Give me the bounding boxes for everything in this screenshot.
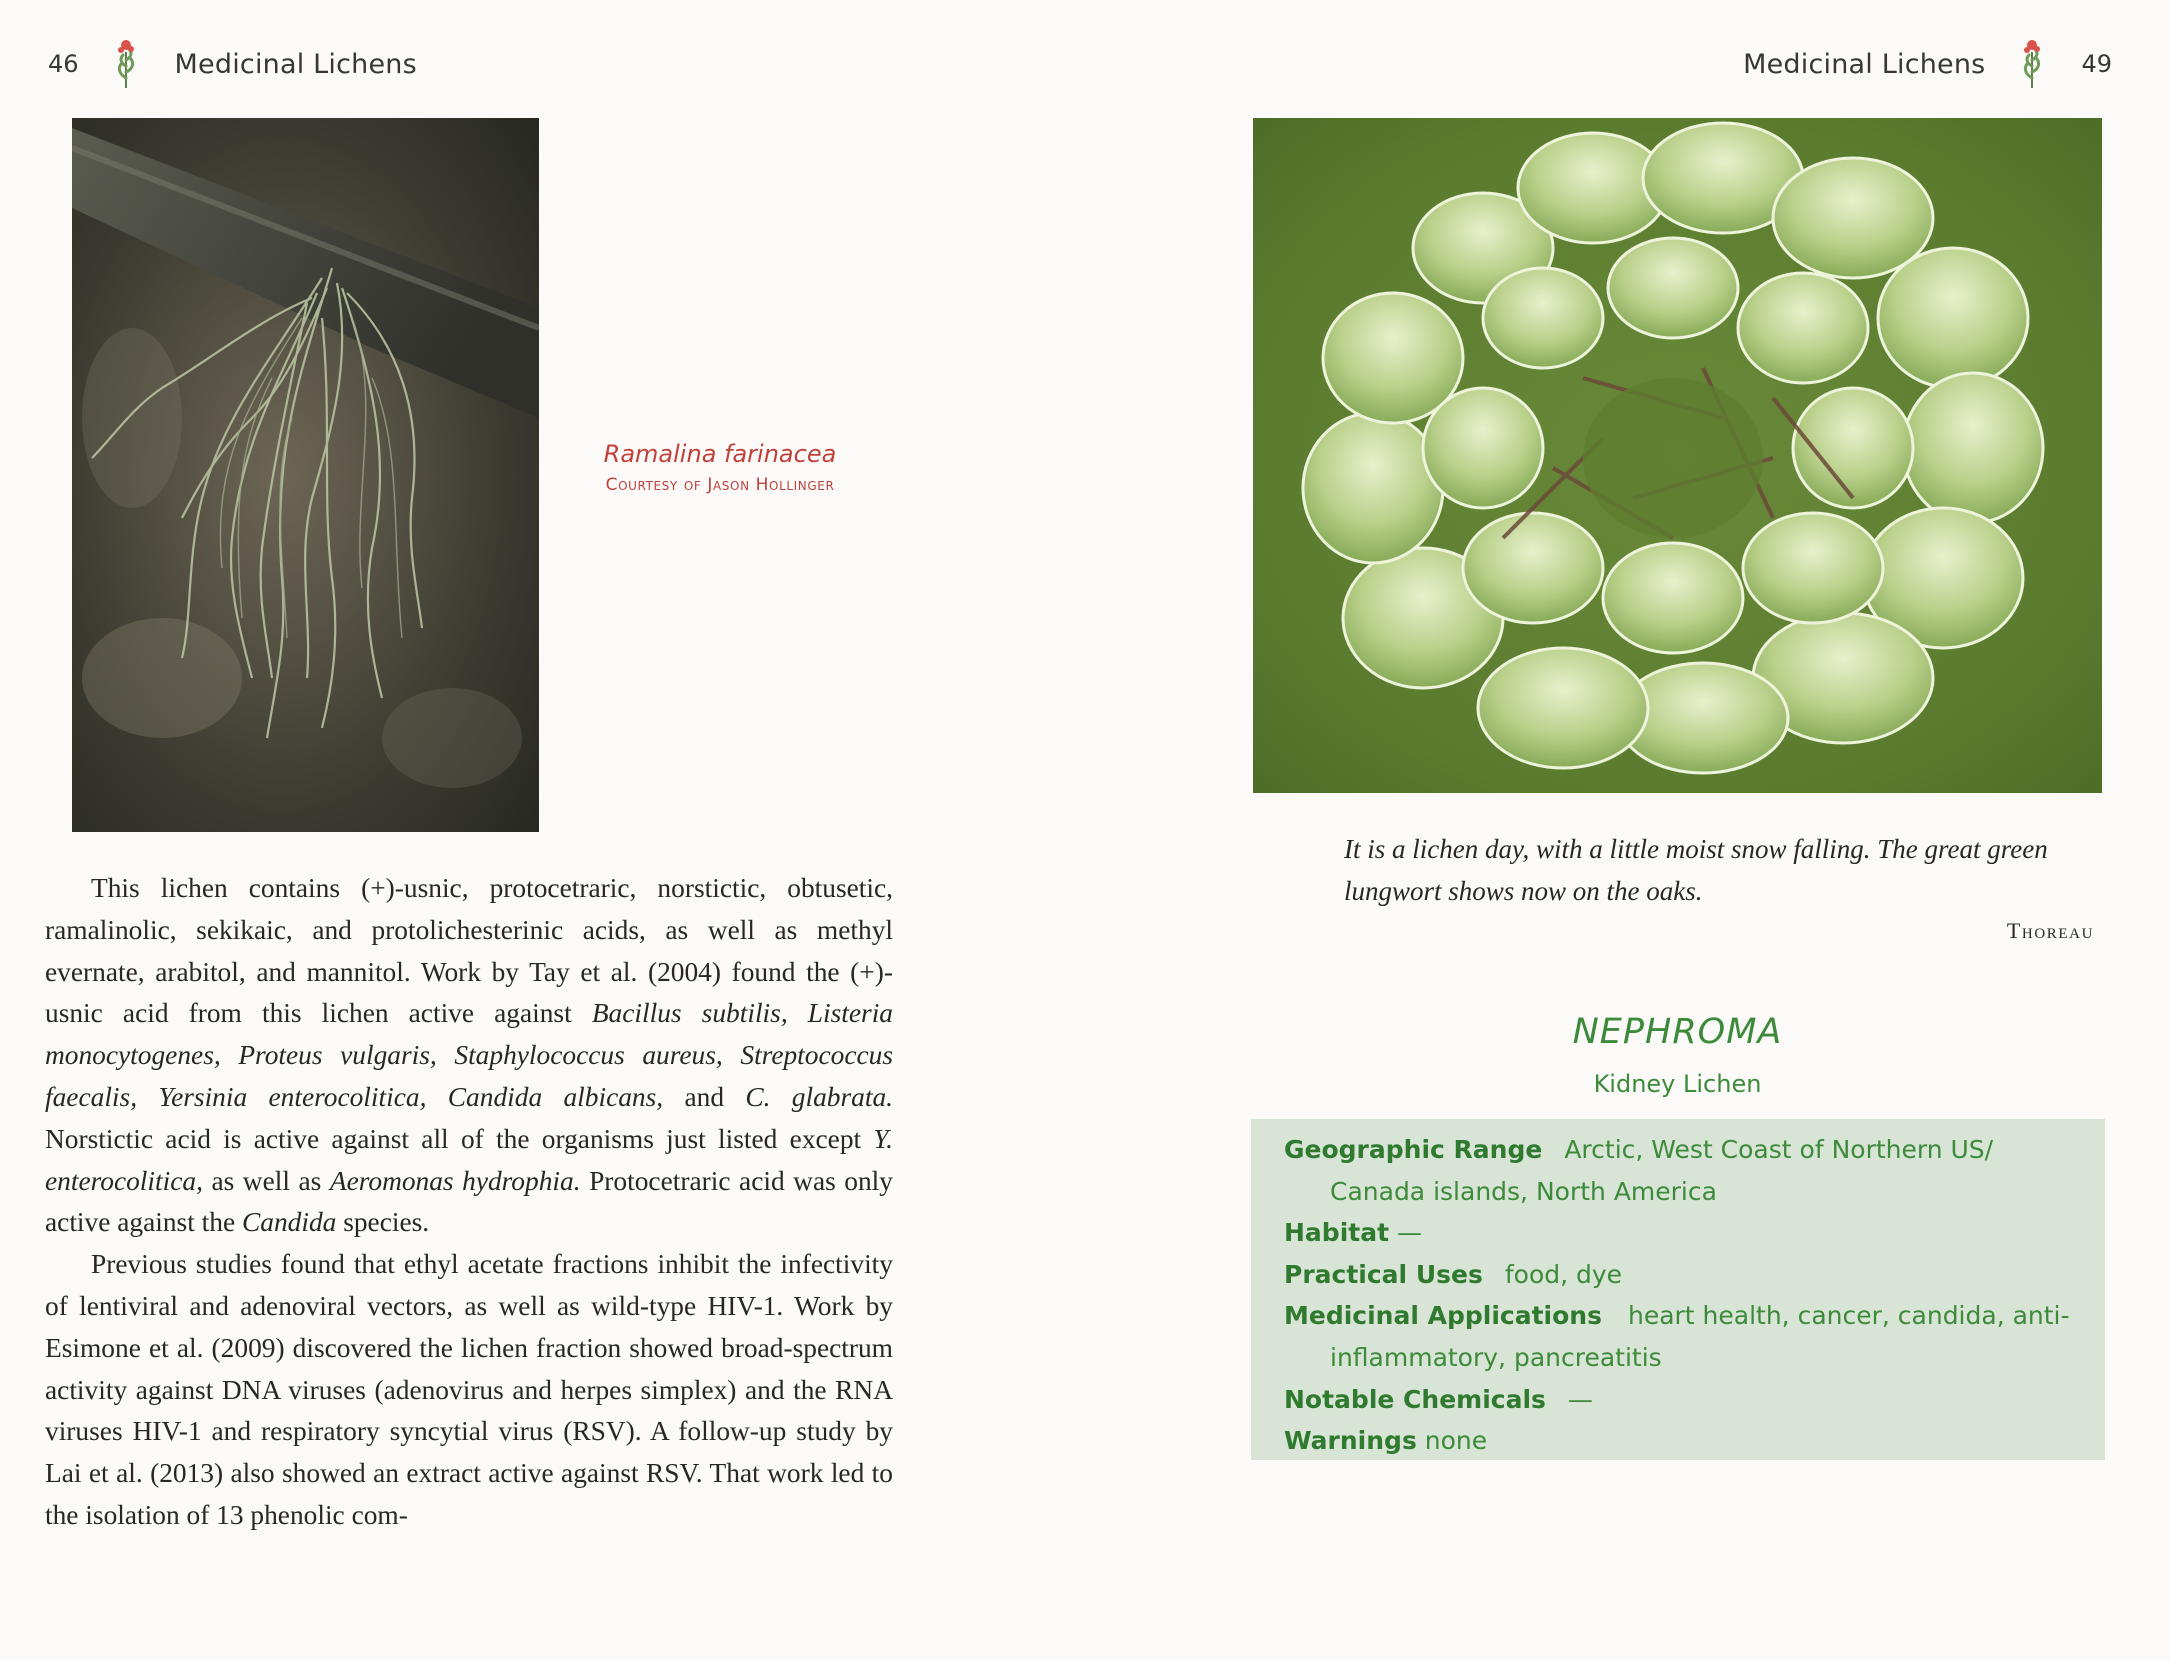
epigraph-quote: It is a lichen day, with a little moist snow falling. The great green lungwort shows now on the oaks.: [1344, 834, 2048, 906]
info-practical-uses: Practical Uses food, dye: [1284, 1259, 1623, 1289]
species-common-name: Kidney Lichen: [1593, 1070, 1762, 1098]
info-notable-chemicals: Notable Chemicals —: [1284, 1384, 1593, 1414]
paragraph: This lichen contains (+)-usnic, protocetraric, norstictic, obtusetic, ramalinolic, sekikaic, and protolichesterinic acids, as well as methyl evernate, arabitol, and mannitol. Work by Tay et al. (2004) found the (+)-usnic acid from this lichen active against Bacillus subtilis, Listeria monocytogenes, Proteus vulgaris, Staphylococcus aureus, Streptococcus faecalis, Yersinia enterocolitica, Candida albicans, and C. glabrata. Norstictic acid is active against all of the organisms just listed except Y. enterocolitica, as well as Aeromonas hydrophia. Protocetraric acid was only active against the Candida species.: [45, 873, 893, 1238]
caption-credit: Courtesy of Jason Hollinger: [605, 475, 835, 495]
species-genus: NEPHROMA: [1572, 1012, 1783, 1052]
lichen-icon: [113, 38, 139, 90]
running-head-right: [1743, 44, 2112, 84]
right-page: [1085, 0, 2170, 1660]
page-number: 46: [48, 50, 79, 78]
paragraph: Previous studies found that ethyl acetate fractions inhibit the infectivity of lentiviral and adenoviral vectors, as well as wild-type HIV-1. Work by Esimone et al. (2009) discovered the lichen fraction showed broad-spectrum activity against DNA viruses (adenovirus and herpes simplex) and the RNA viruses HIV-1 and respiratory syncytial virus (RSV). A follow-up study by Lai et al. (2013) also showed an extract active against RSV. That work led to the isolation of 13 phenolic com-: [45, 1249, 893, 1530]
running-head-left: [48, 44, 417, 84]
running-title: Medicinal Lichens: [174, 48, 417, 80]
nephroma-photo: [1253, 118, 2102, 793]
info-geographic-range: Geographic Range Arctic, West Coast of Northern US/ Canada islands, North America: [1284, 1135, 1994, 1206]
info-warnings: Warnings none: [1284, 1426, 1488, 1456]
lichen-icon: [2019, 38, 2045, 90]
ramalina-photo: [72, 118, 539, 832]
page-number: 49: [2081, 50, 2112, 78]
info-medicinal-applications: Medicinal Applications heart health, cancer, candida, anti-inflammatory, pancreatitis: [1284, 1301, 2070, 1372]
caption-species: Ramalina farinacea: [603, 440, 837, 468]
epigraph-attribution: Thoreau: [2006, 918, 2094, 943]
species-info-box: [1251, 1119, 2105, 1460]
photo-caption: [565, 437, 875, 499]
body-text: [45, 868, 893, 1537]
info-habitat: Habitat —: [1284, 1218, 1422, 1248]
running-title: Medicinal Lichens: [1743, 48, 1986, 80]
